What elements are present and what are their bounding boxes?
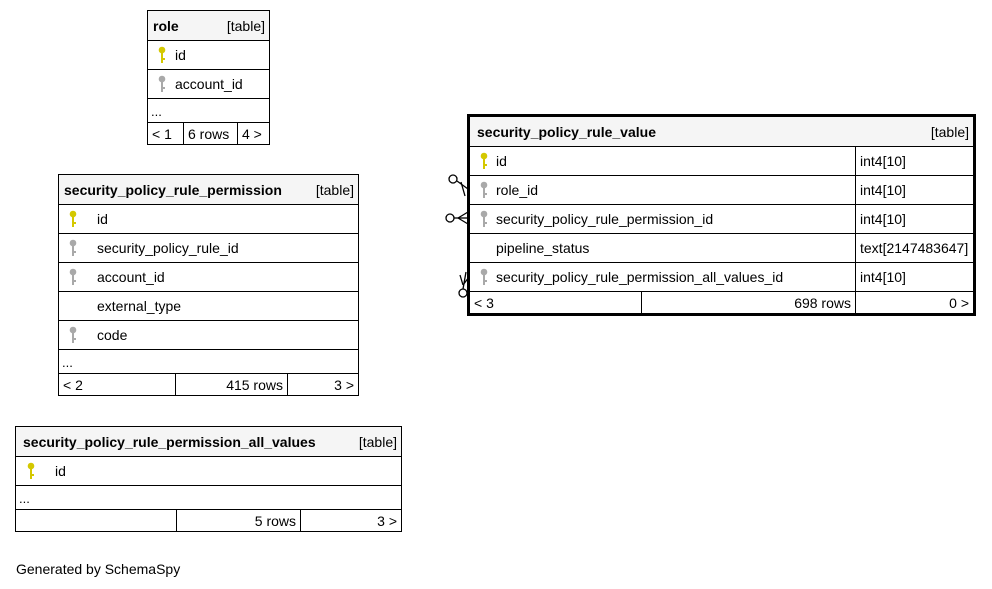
column-row[interactable] — [59, 320, 358, 349]
column-row[interactable] — [59, 262, 358, 291]
primary-key-icon — [27, 462, 35, 480]
table-header — [59, 175, 358, 204]
row-count: 5 rows — [176, 510, 300, 531]
table-security-policy-rule-permission-all-values[interactable] — [15, 426, 402, 532]
column-name: external_type — [97, 298, 182, 314]
table-footer — [16, 509, 401, 531]
column-row[interactable] — [470, 146, 973, 175]
column-type: int4[10] — [855, 176, 973, 204]
more-columns: ... — [16, 485, 401, 509]
primary-key-icon — [480, 152, 488, 170]
children-count[interactable]: 3 > — [300, 510, 401, 531]
parents-count[interactable]: < 1 — [152, 125, 172, 142]
column-row[interactable] — [59, 204, 358, 233]
table-name: security_policy_rule_permission — [64, 181, 282, 198]
table-footer — [470, 291, 973, 313]
column-name: security_policy_rule_permission_all_values_id — [496, 269, 784, 285]
parents-count[interactable] — [16, 510, 176, 531]
column-type: int4[10] — [855, 147, 973, 175]
column-row[interactable] — [470, 175, 973, 204]
column-row[interactable] — [470, 204, 973, 233]
foreign-key-icon — [480, 268, 488, 286]
parents-count[interactable]: < 3 — [474, 294, 494, 311]
primary-key-icon — [158, 46, 166, 64]
table-header — [470, 117, 973, 146]
column-row[interactable] — [59, 291, 358, 320]
generator-credit: Generated by SchemaSpy — [16, 561, 181, 577]
column-name: security_policy_rule_permission_id — [496, 211, 714, 227]
foreign-key-icon — [69, 326, 77, 344]
column-row[interactable] — [148, 69, 269, 98]
primary-key-icon — [69, 210, 77, 228]
table-security-policy-rule-permission[interactable] — [58, 174, 359, 396]
column-name: id — [55, 463, 66, 479]
column-type: int4[10] — [855, 205, 973, 233]
table-header — [16, 427, 401, 456]
column-row[interactable] — [148, 40, 269, 69]
table-header — [148, 11, 269, 40]
column-name: account_id — [175, 76, 243, 92]
table-type-tag: [table] — [226, 17, 265, 34]
table-type-tag: [table] — [315, 181, 354, 198]
column-type: text[2147483647] — [855, 234, 973, 262]
table-role[interactable] — [147, 10, 270, 145]
column-name: id — [175, 47, 186, 63]
table-name: security_policy_rule_permission_all_values — [23, 433, 316, 450]
row-count: 415 rows — [175, 374, 287, 395]
children-count[interactable]: 4 > — [237, 123, 269, 144]
column-name: account_id — [97, 269, 165, 285]
column-name: id — [97, 211, 108, 227]
row-count: 698 rows — [641, 292, 855, 313]
table-footer — [148, 122, 269, 144]
column-name: role_id — [496, 182, 539, 198]
column-name: security_policy_rule_id — [97, 240, 239, 256]
column-row[interactable] — [16, 456, 401, 485]
column-row[interactable] — [470, 233, 973, 262]
column-name: id — [496, 153, 507, 169]
column-type: int4[10] — [855, 263, 973, 291]
table-type-tag: [table] — [358, 433, 397, 450]
column-row[interactable] — [59, 233, 358, 262]
column-row[interactable] — [470, 262, 973, 291]
foreign-key-icon — [480, 181, 488, 199]
column-name: pipeline_status — [496, 240, 590, 256]
column-name: code — [97, 327, 128, 343]
connector-role-id — [449, 175, 468, 196]
more-columns: ... — [148, 98, 269, 122]
row-count: 6 rows — [183, 123, 237, 144]
foreign-key-icon — [480, 210, 488, 228]
foreign-key-icon — [69, 268, 77, 286]
children-count[interactable]: 3 > — [287, 374, 358, 395]
children-count[interactable]: 0 > — [855, 292, 973, 313]
connector-permission-id — [446, 212, 468, 224]
foreign-key-icon — [158, 75, 166, 93]
table-type-tag: [table] — [930, 123, 969, 140]
table-footer — [59, 373, 358, 395]
foreign-key-icon — [69, 239, 77, 257]
table-name: role — [153, 17, 179, 34]
table-name: security_policy_rule_value — [477, 123, 656, 140]
parents-count[interactable]: < 2 — [63, 376, 83, 393]
more-columns: ... — [59, 349, 358, 373]
table-security-policy-rule-value[interactable] — [467, 114, 976, 316]
